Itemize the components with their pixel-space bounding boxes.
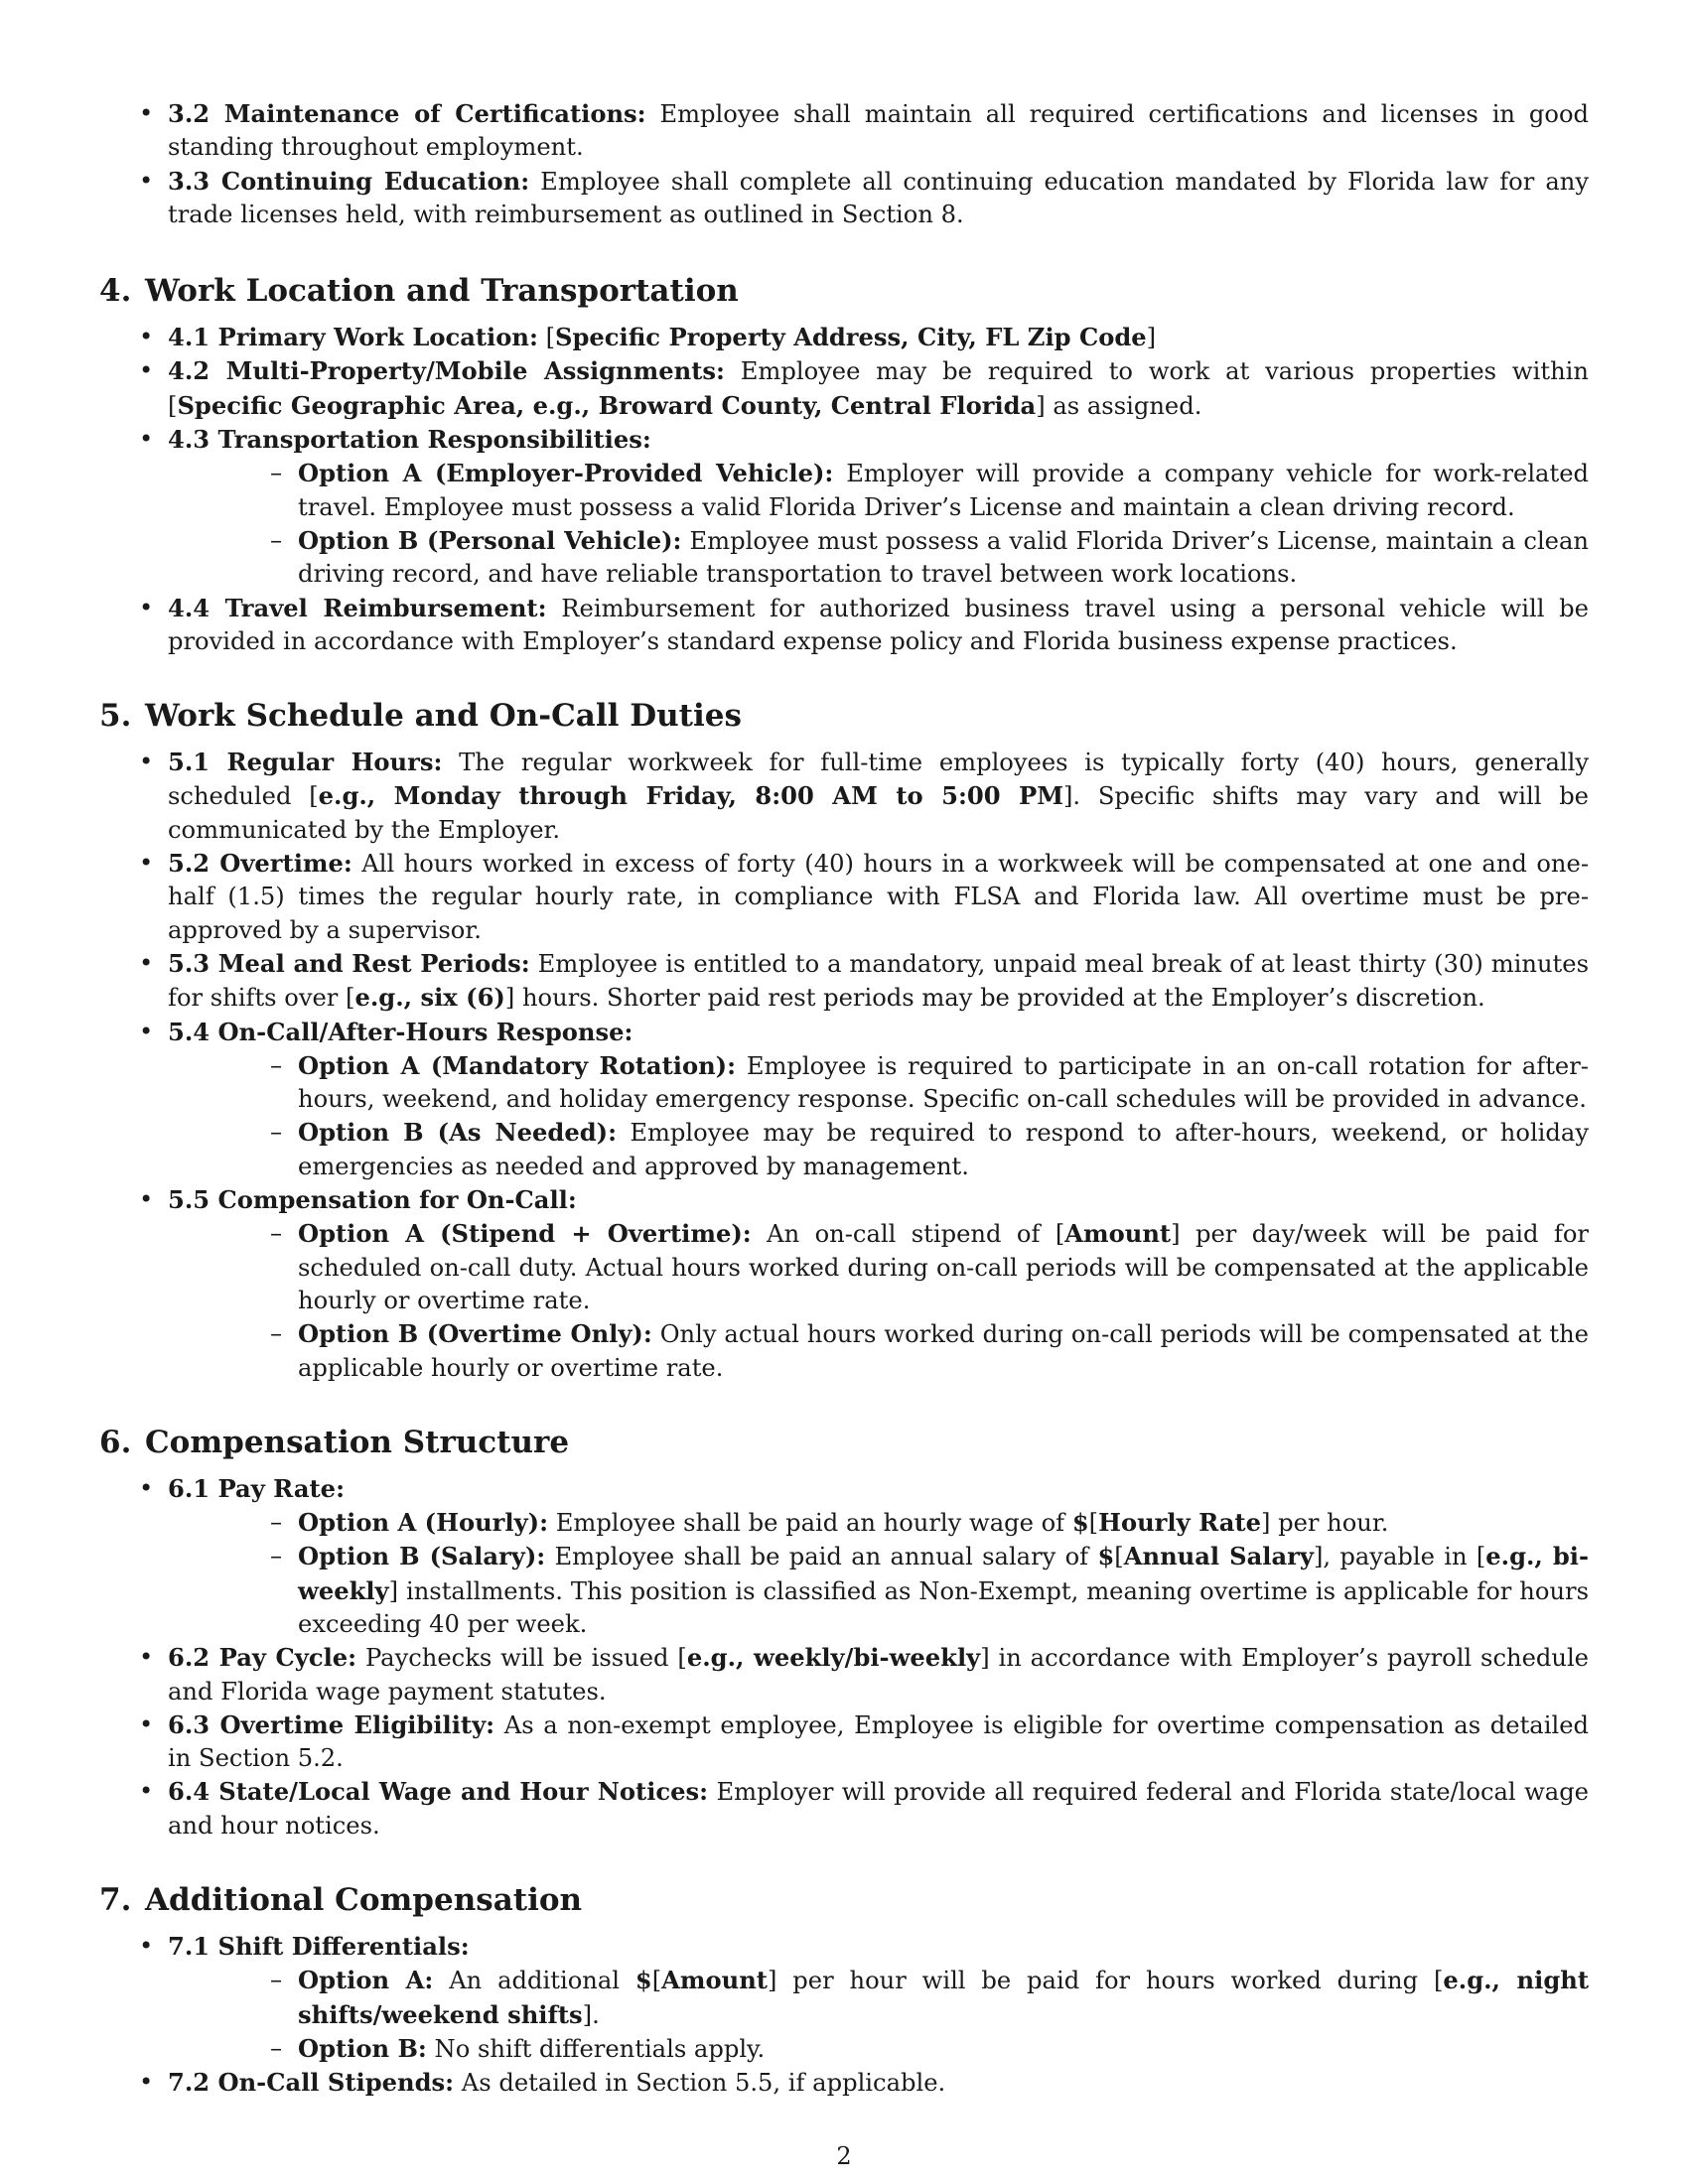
clause-7-1-option-a: – Option A: An additional $[Amount] per hour will be paid for hours worked during [e.g., night shifts/weekend shifts]. [168,1964,1589,2032]
clause-6-1-option-a: – Option A (Hourly): Employee shall be paid an hourly wage of $[Hourly Rate] per hour. [168,1506,1589,1540]
clause-5-5: • 5.5 Compensation for On-Call: – Option A (Stipend + Overtime): An on-call stipend of [Amount] per day/week will be paid for scheduled on-call duty. Actual hours worked during on-call periods will be compensated at the applicable hourly or overtime rate. – Option B (Overtime Only): Only actual hours worked during on-call periods will be compensated at the applicable hourly or overtime rate. [99,1183,1589,1385]
clause-6-4: • 6.4 State/Local Wage and Hour Notices: Employer will provide all required federal and Florida state/local wage and hour notices. [99,1775,1589,1843]
clause-7-2: • 7.2 On-Call Stipends: As detailed in Section 5.5, if applicable. [99,2066,1589,2100]
clause-4-3-option-a: – Option A (Employer-Provided Vehicle): Employer will provide a company vehicle for work-related travel. Employee must possess a valid Florida Driver’s License and maintain a clean driving record. [168,457,1589,524]
clause-3-2: • 3.2 Maintenance of Certifications: Employee shall maintain all required certifications and licenses in good standing throughout employment. [99,97,1589,165]
clause-6-1-option-b: – Option B (Salary): Employee shall be paid an annual salary of $[Annual Salary], payable in [e.g., bi-weekly] installments. This position is classified as Non-Exempt, meaning overtime is applicable for hours exceeding 40 per week. [168,1540,1589,1641]
section-6-list [99,1472,1589,1843]
clause-6-1: • 6.1 Pay Rate: – Option A (Hourly): Employee shall be paid an hourly wage of $[Hourly Rate] per hour. – Option B (Salary): Employee shall be paid an annual salary of $[Annual Salary], payable in [e.g., bi-weekly] installments. This position is classified as Non-Exempt, meaning overtime is applicable for hours exceeding 40 per week. [99,1472,1589,1641]
section-4-heading: 4. Work Location and Transportation [99,273,739,310]
clause-5-2: • 5.2 Overtime: All hours worked in excess of forty (40) hours in a workweek will be compensated at one and one-half (1.5) times the regular hourly rate, in compliance with FLSA and Florida law. All overtime must be pre-approved by a supervisor. [99,847,1589,947]
section-4-list [99,321,1589,658]
document-page [99,97,1589,2101]
clause-4-2: • 4.2 Multi-Property/Mobile Assignments: Employee may be required to work at various properties within [Specific Geographic Area, e.g., Broward County, Central Florida] as assigned. [99,354,1589,423]
clause-7-1-options [168,1964,1589,2066]
clause-7-1: • 7.1 Shift Differentials: – Option A: An additional $[Amount] per hour will be paid for hours worked during [e.g., night shifts/weekend shifts]. – Option B: No shift differentials apply. [99,1930,1589,2066]
clause-5-4-options [168,1049,1589,1183]
clause-5-5-option-b: – Option B (Overtime Only): Only actual hours worked during on-call periods will be compensated at the applicable hourly or overtime rate. [168,1317,1589,1385]
section-7-heading: 7. Additional Compensation [99,1882,583,1919]
section-5-heading: 5. Work Schedule and On-Call Duties [99,698,742,735]
clause-5-5-option-a: – Option A (Stipend + Overtime): An on-call stipend of [Amount] per day/week will be paid for scheduled on-call duty. Actual hours worked during on-call periods will be compensated at the applicable hourly or overtime rate. [168,1217,1589,1317]
clause-5-1: • 5.1 Regular Hours: The regular workweek for full-time employees is typically forty (40) hours, generally scheduled [e.g., Monday through Friday, 8:00 AM to 5:00 PM]. Specific shifts may vary and will be communicated by the Employer. [99,746,1589,847]
section-3-list [99,97,1589,231]
clause-5-4-option-b: – Option B (As Needed): Employee may be required to respond to after-hours, weekend, or holiday emergencies as needed and approved by management. [168,1116,1589,1183]
clause-4-3-option-b: – Option B (Personal Vehicle): Employee must possess a valid Florida Driver’s License, maintain a clean driving record, and have reliable transportation to travel between work locations. [168,524,1589,592]
page-number: 2 [836,2142,852,2170]
clause-6-3: • 6.3 Overtime Eligibility: As a non-exempt employee, Employee is eligible for overtime compensation as detailed in Section 5.2. [99,1708,1589,1776]
clause-4-1: • 4.1 Primary Work Location: [Specific Property Address, City, FL Zip Code] [99,321,1589,354]
clause-4-3: • 4.3 Transportation Responsibilities: – Option A (Employer-Provided Vehicle): Employer will provide a company vehicle for work-related travel. Employee must possess a valid Florida Driver’s License and maintain a clean driving record. – Option B (Personal Vehicle): Employee must possess a valid Florida Driver’s License, maintain a clean driving record, and have reliable transportation to travel between work locations. [99,423,1589,591]
section-5-list [99,746,1589,1385]
clause-4-3-options [168,457,1589,591]
clause-5-5-options [168,1217,1589,1384]
clause-5-4-option-a: – Option A (Mandatory Rotation): Employee is required to participate in an on-call rotation for after-hours, weekend, and holiday emergency response. Specific on-call schedules will be provided in advance. [168,1049,1589,1117]
section-6-heading: 6. Compensation Structure [99,1424,570,1460]
clause-3-3: • 3.3 Continuing Education: Employee shall complete all continuing education mandated by Florida law for any trade licenses held, with reimbursement as outlined in Section 8. [99,165,1589,232]
clause-6-1-options [168,1506,1589,1641]
section-7-list [99,1930,1589,2100]
clause-4-4: • 4.4 Travel Reimbursement: Reimbursement for authorized business travel using a personal vehicle will be provided in accordance with Employer’s standard expense policy and Florida business expense practices. [99,592,1589,659]
clause-6-2: • 6.2 Pay Cycle: Paychecks will be issued [e.g., weekly/bi-weekly] in accordance with Employer’s payroll schedule and Florida wage payment statutes. [99,1641,1589,1708]
clause-5-4: • 5.4 On-Call/After-Hours Response: – Option A (Mandatory Rotation): Employee is required to participate in an on-call rotation for after-hours, weekend, and holiday emergency response. Specific on-call schedules will be provided in advance. – Option B (As Needed): Employee may be required to respond to after-hours, weekend, or holiday emergencies as needed and approved by management. [99,1016,1589,1183]
clause-7-1-option-b: – Option B: No shift differentials apply. [168,2032,1589,2066]
clause-5-3: • 5.3 Meal and Rest Periods: Employee is entitled to a mandatory, unpaid meal break of at least thirty (30) minutes for shifts over [e.g., six (6)] hours. Shorter paid rest periods may be provided at the Employer’s discretion. [99,947,1589,1016]
